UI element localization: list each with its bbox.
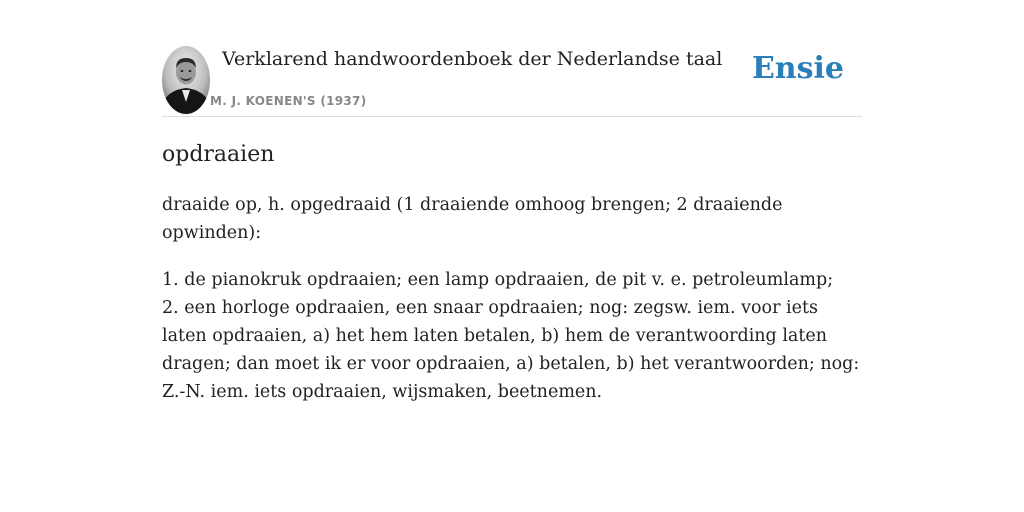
- author-portrait: [162, 46, 210, 114]
- author-line: M. J. KOENEN'S (1937): [210, 94, 367, 108]
- entry-content: [162, 140, 862, 406]
- entry-definitions: [162, 266, 862, 406]
- entry-grammar: draaide op, h. opgedraaid (1 draaiende omhoog brengen; 2 draaiende opwinden):: [162, 195, 783, 243]
- definition-item: 2. een horloge opdraaien, een snaar opdraaien; nog: zegsw. iem. voor iets laten opdraaien, a) het hem laten betalen, b) hem de verantwoording laten dragen; dan moet ik er voor opdraaien, a) betalen, b) het verantwoorden; nog: Z.-N. iem. iets opdraaien, wijsmaken, beetnemen.: [162, 298, 860, 402]
- definition-item: 1. de pianokruk opdraaien; een lamp opdraaien, de pit v. e. petroleumlamp;: [162, 270, 834, 290]
- brand-logo-link[interactable]: Ensie: [751, 51, 844, 86]
- entry-headword: opdraaien: [162, 142, 275, 167]
- book-title: Verklarend handwoordenboek der Nederlandse taal: [222, 48, 723, 70]
- page-header: [162, 46, 862, 117]
